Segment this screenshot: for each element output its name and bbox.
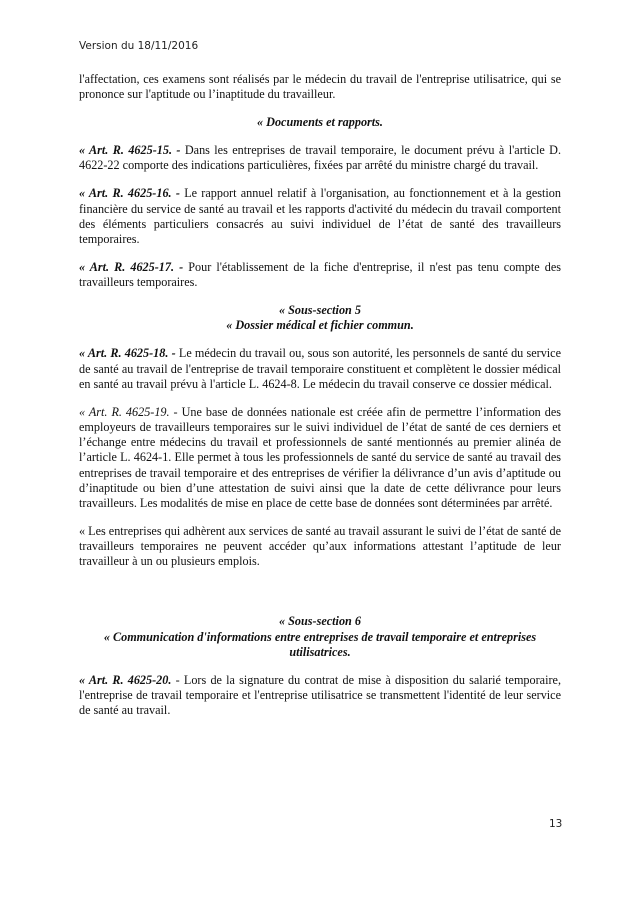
paragraph-affectation: l'affectation, ces examens sont réalisés par le médecin du travail de l'entreprise utilisatrice, qui se prononce sur l'aptitude ou l’inaptitude du travailleur. [79,72,561,102]
paragraph-acces-informations: « Les entreprises qui adhèrent aux services de santé au travail assurant le suivi de l’état de santé de travailleurs temporaires ne peuvent accéder qu’aux informations attestant l’aptitude de leur travailleur à un ou plusieurs emplois. [79,524,561,569]
article-ref: « Art. R. 4625-17. - [79,260,184,275]
heading-sous-section-5 [79,303,561,333]
heading-line: « Sous-section 5 [279,303,361,318]
article-ref: « Art. R. 4625-18. - [79,346,176,361]
article-r4625-17 [79,260,561,290]
heading-documents-rapports: « Documents et rapports. [257,115,383,130]
article-text: - Lors de la signature du contrat de mise à disposition du salarié temporaire, l'entreprise de travail temporaire et l'entreprise utilisatrice se transmettent l'identité de leur service de santé au travail. [79,672,561,718]
article-r4625-19 [79,405,561,511]
article-r4625-20 [79,673,561,719]
article-text: Le rapport annuel relatif à l'organisation, au fonctionnement et à la gestion financière du service de santé au travail et les rapports d'activité du médecin du travail comportent des éléments particuliers consacrés au suivi individuel de l’état de santé des travailleurs temporaires. [79,186,561,247]
article-text: Le médecin du travail ou, sous son autorité, les personnels de santé du service de santé au travail de l'entreprise de travail temporaire constituent et complètent le dossier médical en santé au travail prévu à l'article L. 4624-8. Le médecin du travail conserve ce dossier médical. [79,346,561,391]
article-r4625-16 [79,186,561,247]
article-r4625-15 [79,143,561,173]
article-ref: « Art. R. 4625-15. - [79,143,181,158]
article-text: Dans les entreprises de travail temporaire, le document prévu à l'article D. 4622-22 comporte des indications particulières, fixées par arrêté du ministre chargé du travail. [79,143,561,173]
heading-line: « Sous-section 6 [279,614,361,629]
article-text: Une base de données nationale est créée afin de permettre l’information des employeurs de travailleurs temporaires sur le suivi individuel de l’état de santé de ces derniers et l’échange entre médecins du travail et professionnels de santé mentionnés au premier alinéa de l’article L. 4624-1. Elle permet à tous les professionnels de santé du service de santé au travail des entreprises de travail temporaire et des entreprises de vérifier la délivrance d’un avis d’aptitude ou d’inaptitude ou bien d’une attestation de suivi ainsi que la date de cette délivrance pour leurs travailleurs. Les modalités de mise en place de cette base de données sont déterminées par arrêté. [79,404,561,511]
article-r4625-18 [79,346,561,392]
heading-sous-section-6 [79,614,561,660]
spacer [79,582,561,614]
heading-line: « Dossier médical et fichier commun. [226,318,414,333]
article-ref: « Art. R. 4625-19. - [79,404,178,419]
page-header-version: Version du 18/11/2016 [79,40,199,52]
article-text: Pour l'établissement de la fiche d'entreprise, il n'est pas tenu compte des travailleurs temporaires. [79,260,561,290]
article-ref: « Art. R. 4625-20. [79,672,172,687]
page-number: 13 [549,818,563,830]
article-ref: « Art. R. 4625-16. - [79,186,180,201]
document-body [79,72,561,731]
heading-line: « Communication d'informations entre entreprises de travail temporaire et entreprises utilisatrices. [103,629,537,659]
